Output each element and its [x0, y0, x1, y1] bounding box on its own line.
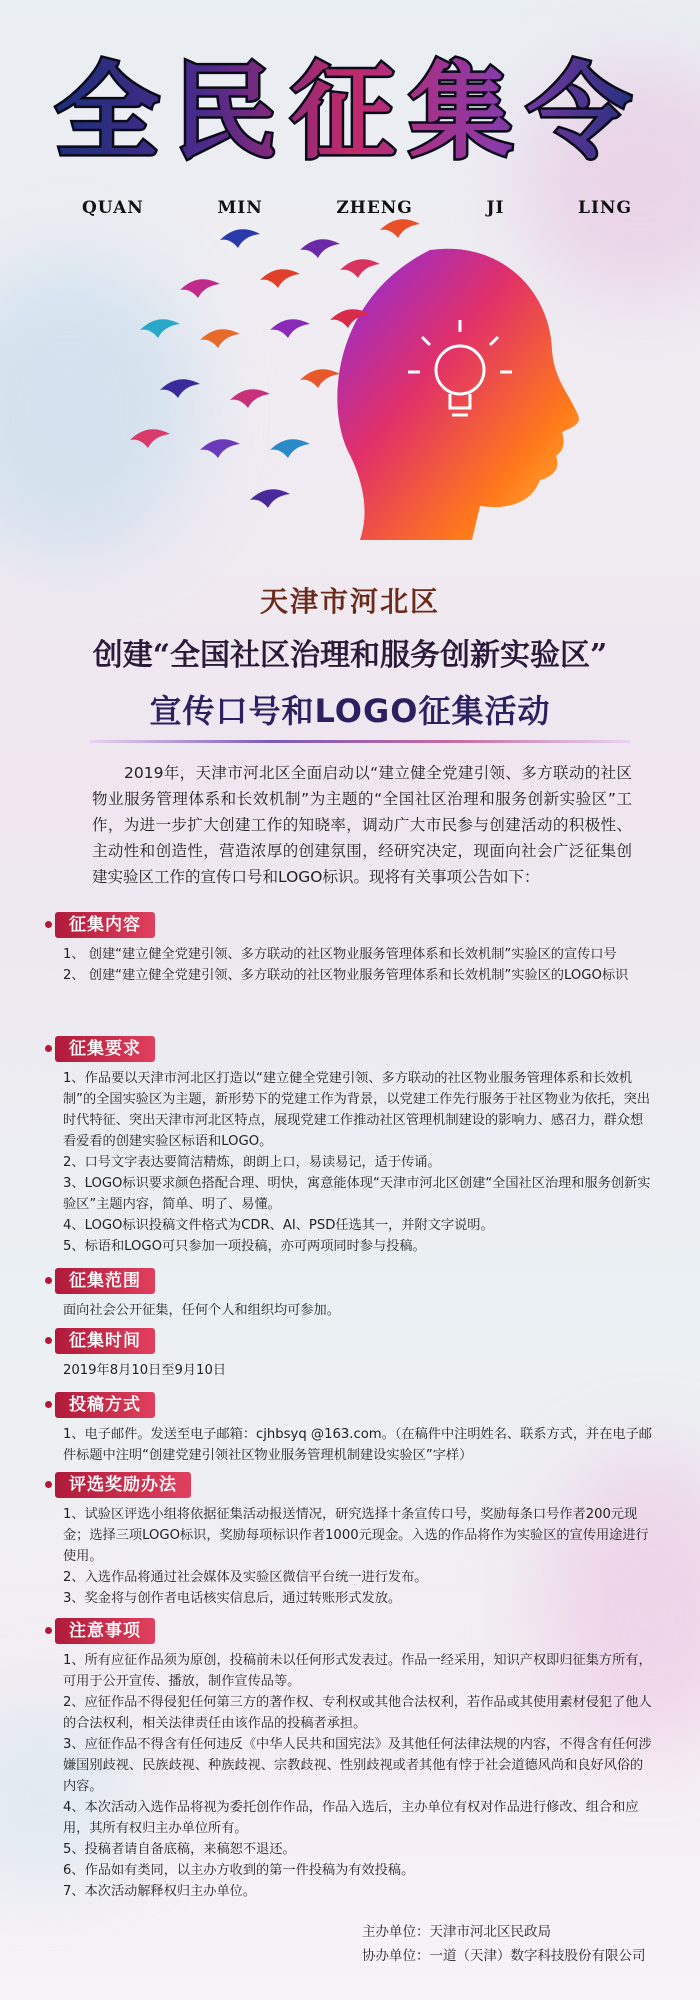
section-items: [63, 944, 655, 986]
bullet-dot-icon: [45, 1277, 52, 1284]
headline-divider: [90, 740, 630, 743]
section-items: [63, 1360, 655, 1381]
pinyin-3: ZHENG: [336, 198, 413, 218]
list-item: 1、 创建“建立健全党建引领、多方联动的社区物业服务管理体系和长效机制”实验区的宣传口号: [63, 947, 617, 962]
list-item: 面向社会公开征集，任何个人和组织均可参加。: [63, 1303, 340, 1318]
section-submission: [55, 1392, 655, 1466]
section-requirements: [55, 1036, 655, 1257]
bird-icon: [300, 239, 340, 258]
headline-line-2: 创建“全国社区治理和服务创新实验区”: [92, 638, 608, 673]
section-rewards: [55, 1472, 655, 1609]
pinyin-5: LING: [578, 198, 632, 218]
organizer: 主办单位：天津市河北区民政局: [362, 1924, 551, 1940]
section-heading-text: 投稿方式: [69, 1395, 141, 1415]
list-item: 2、入选作品将通过社会媒体及实验区微信平台统一进行发布。: [63, 1570, 428, 1585]
list-item: 2、应征作品不得侵犯任何第三方的著作权、专利权或其他合法权利，若作品或其使用素材侵犯了他人的合法权利，相关法律责任由该作品的投稿者承担。: [63, 1695, 652, 1731]
section-items: [63, 1068, 655, 1257]
bird-icon: [230, 389, 270, 408]
bird-icon: [220, 229, 260, 248]
headline-line-3: 宣传口号和LOGO征集活动: [149, 692, 551, 730]
section-items: [63, 1504, 655, 1609]
section-heading-text: 征集范围: [69, 1271, 141, 1291]
bird-icon: [340, 259, 380, 278]
list-item: 1、试验区评选小组将依据征集活动报送情况，研究选择十条宣传口号，奖励每条口号作者200元现金；选择三项LOGO标识，奖励每项标识作者1000元现金。入选的作品将作为实验区的宣传用途进行使用。: [63, 1507, 649, 1564]
bird-icon: [380, 219, 420, 238]
section-heading-text: 注意事项: [69, 1621, 141, 1641]
bird-icon: [200, 329, 240, 348]
pinyin-2: MIN: [217, 198, 263, 218]
pinyin-4: JI: [486, 198, 505, 218]
bird-icon: [180, 279, 220, 298]
bullet-dot-icon: [45, 1627, 52, 1634]
list-item: 2、 创建“建立健全党建引领、多方联动的社区物业服务管理体系和长效机制”实验区的LOGO标识: [63, 968, 629, 983]
bird-icon: [260, 269, 300, 288]
pinyin-1: QUAN: [82, 198, 144, 218]
bullet-dot-icon: [45, 921, 52, 928]
bird-icon: [270, 319, 310, 338]
section-heading-text: 征集要求: [69, 1039, 141, 1059]
headline-line-1: 天津市河北区: [259, 585, 440, 618]
header: [0, 30, 700, 218]
section-heading: [55, 1328, 155, 1354]
head-birds-illustration: [100, 210, 600, 540]
section-heading: [55, 1036, 155, 1062]
section-heading-text: 征集内容: [69, 915, 141, 935]
section-items: [63, 1300, 655, 1321]
section-content: [55, 912, 655, 986]
list-item: 5、投稿者请自备底稿，来稿恕不退还。: [63, 1842, 296, 1857]
section-heading-text: 评选奖励办法: [69, 1475, 177, 1495]
section-items: [63, 1650, 655, 1902]
bullet-dot-icon: [45, 1481, 52, 1488]
section-heading: [55, 1618, 155, 1644]
list-item: 2019年8月10日至9月10日: [63, 1363, 227, 1378]
section-items: [63, 1424, 655, 1466]
bird-icon: [130, 429, 170, 448]
list-item: 1、电子邮件。发送至电子邮箱：cjhbsyq @163.com。（在稿件中注明姓名、联系方式，并在电子邮件标题中注明“创建党建引领社区物业服务管理机制建设实验区”字样）: [63, 1427, 652, 1463]
list-item: 3、奖金将与创作者电话核实信息后，通过转账形式发放。: [63, 1591, 402, 1606]
list-item: 6、作品如有类同，以主办方收到的第一件投稿为有效投稿。: [63, 1863, 415, 1878]
section-scope: [55, 1268, 655, 1321]
section-notes: [55, 1618, 655, 1902]
title-graphic: [40, 50, 660, 170]
section-heading: [55, 1268, 155, 1294]
section-time: [55, 1328, 655, 1381]
headline: [0, 580, 700, 732]
bird-icon: [300, 369, 340, 388]
bullet-dot-icon: [45, 1337, 52, 1344]
list-item: 4、LOGO标识投稿文件格式为CDR、AI、PSD任选其一，并附文字说明。: [63, 1218, 494, 1233]
bird-icon: [200, 439, 240, 458]
intro-paragraph: 2019年，天津市河北区全面启动以“建立健全党建引领、多方联动的社区物业服务管理体系和长效机制”为主题的“全国社区治理和服务创新实验区”工作，为进一步扩大创建工作的知晓率，调动广大市民参与创建活动的积极性、主动性和创造性，营造浓厚的创建氛围，经研究决定，现面向社会广泛征集创建实验区工作的宣传口号和LOGO标识。现将有关事项公告如下：: [92, 764, 632, 886]
list-item: 7、本次活动解释权归主办单位。: [63, 1884, 257, 1899]
big-title-text: 全民征集令: [54, 51, 646, 170]
section-heading: [55, 912, 155, 938]
section-heading-text: 征集时间: [69, 1331, 141, 1351]
list-item: 3、应征作品不得含有任何违反《中华人民共和国宪法》及其他任何法律法规的内容，不得含有任何涉嫌国别歧视、民族歧视、种族歧视、宗教歧视、性别歧视或者其他有悖于社会道德风尚和良好风俗的内容。: [63, 1737, 652, 1794]
co-organizer: 协办单位：一道（天津）数字科技股份有限公司: [362, 1948, 646, 1964]
list-item: 4、本次活动入选作品将视为委托创作作品，作品入选后，主办单位有权对作品进行修改、组合和应用，其所有权归主办单位所有。: [63, 1800, 639, 1836]
bird-icon: [270, 439, 310, 458]
bird-icon: [160, 379, 200, 398]
bullet-dot-icon: [45, 1045, 52, 1052]
bullet-dot-icon: [45, 1401, 52, 1408]
list-item: 3、LOGO标识要求颜色搭配合理、明快，寓意能体现“天津市河北区创建“全国社区治理和服务创新实验区”主题内容，简单、明了、易懂。: [63, 1176, 651, 1212]
section-heading: [55, 1392, 155, 1418]
bird-icon: [140, 319, 180, 338]
list-item: 1、作品要以天津市河北区打造以“建立健全党建引领、多方联动的社区物业服务管理体系和长效机制”的全国实验区为主题，新形势下的党建工作为背景，以党建工作先行服务于社区物业为依托，突出时代特征、突出天津市河北区特点，展现党建工作推动社区管理机制建设的影响力、感召力，群众想看爱看的创建实验区标语和LOGO。: [63, 1071, 651, 1149]
list-item: 1、所有应征作品须为原创，投稿前未以任何形式发表过。作品一经采用，知识产权即归征集方所有，可用于公开宣传、播放，制作宣传品等。: [63, 1653, 652, 1689]
list-item: 2、口号文字表达要简洁精炼，朗朗上口，易读易记，适于传诵。: [63, 1155, 441, 1170]
list-item: 5、标语和LOGO可只参加一项投稿，亦可两项同时参与投稿。: [63, 1239, 426, 1254]
bird-icon: [250, 489, 290, 508]
section-heading: [55, 1472, 191, 1498]
footer: [362, 1920, 646, 1968]
